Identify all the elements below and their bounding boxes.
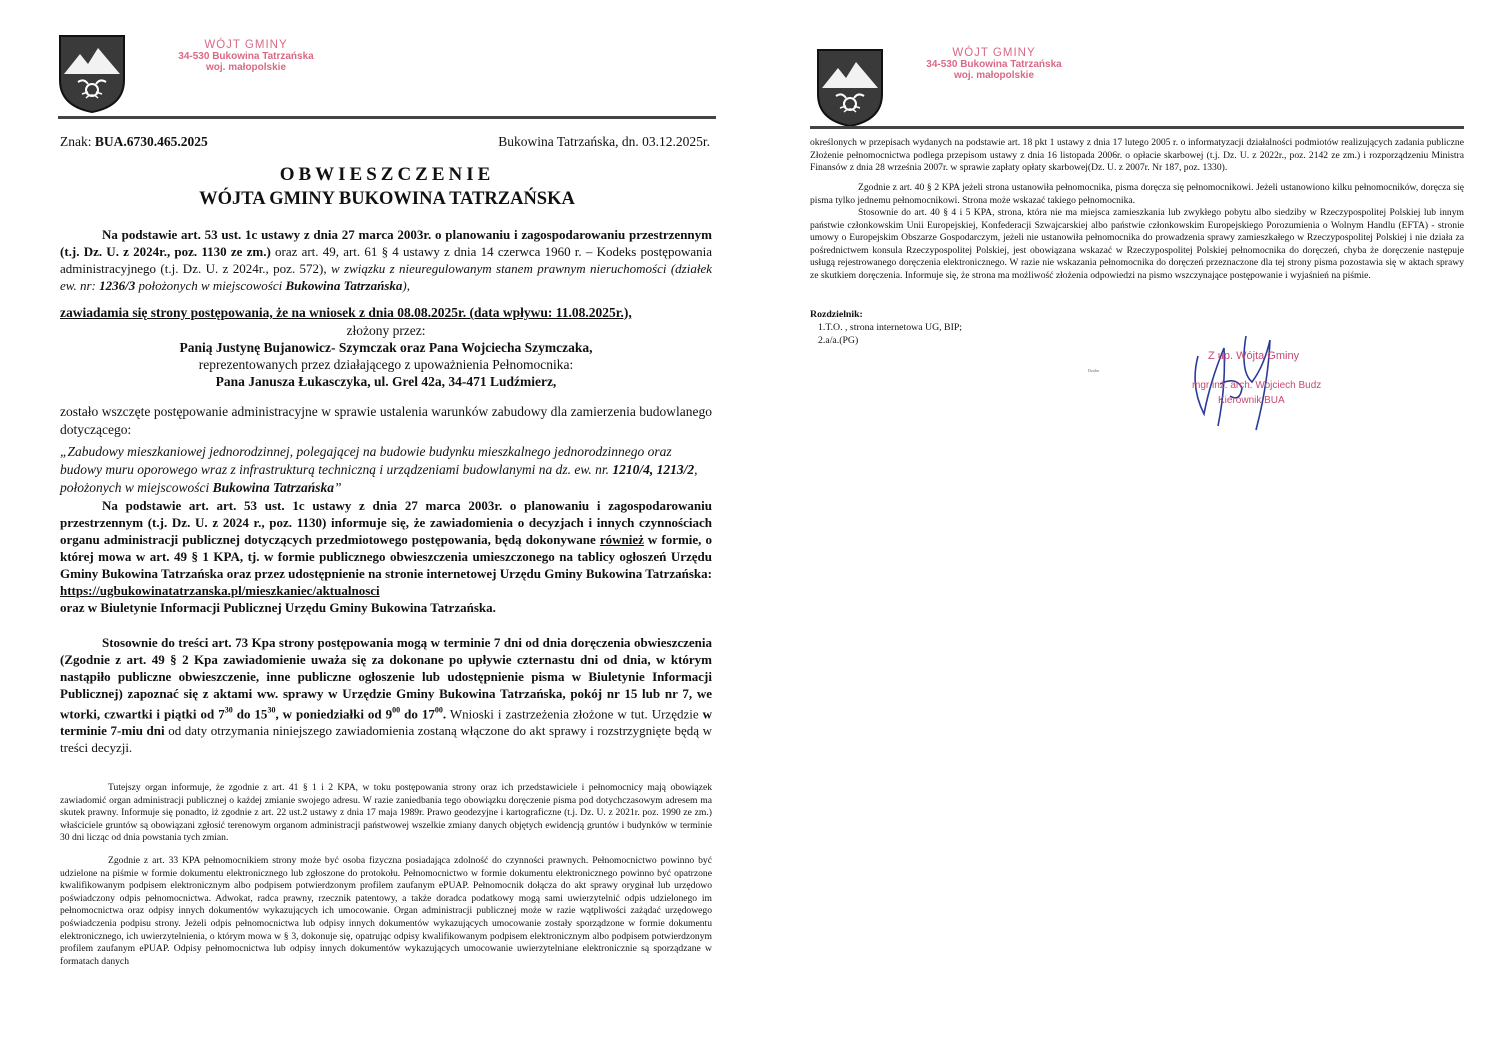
document-page-2 bbox=[752, 0, 1500, 1061]
distribution-list bbox=[818, 322, 962, 347]
coat-of-arms-icon bbox=[816, 48, 884, 128]
applicant-block bbox=[60, 322, 712, 390]
website-link[interactable]: https://ugbukowinatatrzanska.pl/mieszkaniec/aktualnosci bbox=[60, 583, 380, 598]
signatory-title: Kierownik BUA bbox=[1218, 395, 1285, 406]
distribution-item: 1.T.O. , strona internetowa UG, BIP; bbox=[818, 322, 963, 333]
header-divider bbox=[810, 126, 1464, 129]
stamp-line-3: woj. małopolskie bbox=[953, 70, 1035, 81]
continued-text: określonych w przepisach wydanych na podstawie art. 18 pkt 1 ustawy z dnia 17 lutego 2005 r. o informatyzacji działalności podmiotów realizujących zadania publiczne Złożenie pełnomocnictwa podlega przepisom ustawy z dnia 16 listopada 2006r. o opłacie skarbowej (t.j. Dz. U. z 2022r., poz. 2142 ze zm.) i rozporządzeniu Ministra Finansów z dnia 28 września 2007r. w sprawie zapłaty opłaty skarbowej(Dz. U. z 2007r. Nr 187, poz. 1330). bbox=[810, 137, 1464, 174]
footnote-address-duty: Tutejszy organ informuje, że zgodnie z art. 41 § 1 i 2 KPA, w toku postępowania strony oraz ich przedstawiciele i pełnomocnicy mają obowiązek zawiadomić organ administracji publicznej o każdej zmianie swojego adresu. W razie zaniedbania tego obowiązku doręczenie pisma pod dotychczasowym adresem ma skutek prawny. Informuje się ponadto, iż zgodnie z art. 22 ust.2 ustawy z dnia 17 maja 1989r. Prawo geodezyjne i kartograficzne (t.j. Dz. U. z 2021r. poz. 1990 ze zm.) właściciele gruntów są obowiązani zgłosić terenowym organom administracji państwowej wszelkie zmiany danych objętych ewidencją gruntów i budynków w terminie 30 dni licząc od dnia powstania tych zmian. bbox=[60, 782, 712, 844]
delivery-to-proxy-paragraph: Zgodnie z art. 40 § 2 KPA jeżeli strona ustanowiła pełnomocnika, pisma doręcza się pełnomocnikowi. Jeżeli ustanowiono kilku pełnomocników, doręcza się pisma tylko jednemu pełnomocnikowi. Strona może wskazać takiego pełnomocnika. bbox=[810, 182, 1464, 206]
coat-of-arms-icon bbox=[58, 34, 126, 114]
footnote-proxy-rules: Zgodnie z art. 33 KPA pełnomocnikiem strony może być osoba fizyczna posiadająca zdolność do czynności prawnych. Pełnomocnictwo powinno być udzielone na piśmie w formie dokumentu elektronicznego lub zgłoszone do protokołu. Pełnomocnictwo w formie dokumentu elektronicznego powinno być opatrzone kwalifikowanym podpisem elektronicznym albo podpisem potwierdzonym profilem zaufanym ePUAP. Pełnomocnik dołącza do akt sprawy oryginał lub urzędowo poświadczony odpis pełnomocnictwa. Adwokat, radca prawny, rzecznik patentowy, a także doradca podatkowy mogą sami uwierzytelnić odpis udzielonego im pełnomocnictwa oraz odpisy innych dokumentów wykazujących ich umocowanie. Organ administracji publicznej może w razie wątpliwości zażądać urzędowego poświadczenia podpisu strony. Jeżeli odpis pełnomocnictwa lub odpisy innych dokumentów wykazujących umocowanie zostały sporządzone w formie dokumentu elektronicznego, ich uwierzytelnienia, o którym mowa w § 3, dokonuje się, opatrując odpisy kwalifikowanym podpisem elektronicznym albo podpisem potwierdzonym profilem zaufanym ePUAP. Odpisy pełnomocnictwa lub odpisy innych dokumentów wykazujących umocowanie uwierzytelniane elektronicznie są sporządzane w formatach danych bbox=[60, 855, 712, 967]
access-paragraph: Stosownie do treści art. 73 Kpa strony postępowania mogą w terminie 7 dni od dnia doręczenia obwieszczenia (Zgodnie z art. 49 § 2 Kpa zawiadomienie uważa się za dokonane po upływie czternastu dni od dnia, w którym nastąpiło publiczne obwieszczenie, inne publiczne ogłoszenie lub udostępnienie pisma w Biuletynie Informacji Publicznej) zapoznać się z aktami ww. sprawy w Urzędzie Gminy Bukowina Tatrzańska, pokój nr 15 lub nr 7, we wtorki, czwartki i piątki od $7^{30}$ do $15^{30}$, w poniedziałki od $9^{00}$ do $17^{00}$. Wnioski i zastrzeżenia złożone w tut. Urzędzie w terminie 7-miu dni od daty otrzymania niniejszego zawiadomienia zostaną włączone do akt sprawy i rozstrzygnięte będą w treści decyzji. bbox=[60, 635, 712, 756]
distribution-item: 2.a/a.(PG) bbox=[818, 334, 859, 346]
signatory-name: mgr inż. arch. Wojciech Budz bbox=[1192, 380, 1322, 391]
intro-paragraph: Na podstawie art. 53 ust. 1c ustawy z dnia 27 marca 2003r. o planowaniu i zagospodarowaniu przestrzennym (t.j. Dz. U. z 2024r., poz. 1130 ze zm.) oraz art. 49, art. 61 § 4 ustawy z dnia 14 czerwca 1960 r. – Kodeks postępowania administracyjnego (t.j. Dz. U. z 2024r., poz. 572), w związku z nieuregulowanym stanem prawnym nieruchomości (działek ew. nr: 1236/3 położonych w miejscowości Bukowina Tatrzańska), bbox=[60, 227, 713, 293]
foreign-party-paragraph: Stosownie do art. 40 § 4 i 5 KPA, strona, która nie ma miejsca zamieszkania lub zwykłego pobytu albo siedziby w Rzeczypospolitej Polskiej lub innym państwie członkowskim Unii Europejskiej, Konfederacji Szwajcarskiej albo państwie członkowskim Europejskiego Porozumienia o Wolnym Handlu (EFTA) - stronie umowy o Europejskim Obszarze Gospodarczym, jeżeli nie ustanowiła pełnomocnika do prowadzenia sprawy zamieszkałego w Rzeczypospolitej Polskiej i nie działa za pośrednictwem konsula Rzeczypospolitej Polskiej, jest obowiązana wskazać w Rzeczypospolitej Polskiej pełnomocnika do doręczeń, chyba że doręczenie następuje usługą rejestrowanego doręczenia elektronicznego. W razie nie wskazania pełnomocnika do doręczeń przeznaczone dla tej strony pisma pozostawia się w aktach sprawy ze skutkiem doręczenia. Informuje się, że strona ma możliwość złożenia odpowiedzi na pismo wszczynające postępowanie i wyjaśnień na piśmie. bbox=[810, 207, 1464, 281]
represented-by-label: reprezentowanych przez działającego z upoważnienia Pełnomocnika: bbox=[198, 357, 574, 372]
initiated-paragraph: zostało wszczęte postępowanie administracyjne w sprawie ustalenia warunków zabudowy dla zamierzenia budowlanego dotyczącego: bbox=[60, 404, 712, 437]
proxy-name-address: Pana Janusza Łukasczyka, ul. Grel 42a, 34-471 Ludźmierz, bbox=[215, 374, 557, 389]
project-description: „Zabudowy mieszkaniowej jednorodzinnej, polegającej na budowie budynku mieszkalnego jednorodzinnego oraz budowy muru oporowego wraz z infrastrukturą techniczną i urządzeniami budowlanymi na dz. ew. nr. 1210/4, 1213/2, położonych w miejscowości Bukowina Tatrzańska” bbox=[60, 444, 698, 495]
stamp-line-2: 34-530 Bukowina Tatrzańska bbox=[926, 59, 1062, 70]
scan-mark: ᴰᶻᵃᵇᵃ bbox=[1088, 368, 1099, 376]
distribution-title: Rozdzielnik: bbox=[810, 309, 863, 320]
office-stamp bbox=[920, 48, 1068, 81]
stamp-line-1: WÓJT GMINY bbox=[204, 39, 288, 51]
notice-title: OBWIESZCZENIE bbox=[279, 164, 495, 185]
place-and-date: Bukowina Tatrzańska, dn. 03.12.2025r. bbox=[498, 134, 710, 149]
header-divider bbox=[58, 116, 716, 119]
office-stamp bbox=[172, 40, 320, 73]
case-number: Znak: BUA.6730.465.2025 bbox=[60, 134, 208, 149]
stamp-line-1: WÓJT GMINY bbox=[952, 47, 1036, 59]
stamp-line-2: 34-530 Bukowina Tatrzańska bbox=[178, 51, 314, 62]
filed-by-label: złożony przez: bbox=[346, 323, 426, 338]
stamp-line-3: woj. małopolskie bbox=[205, 62, 287, 73]
applicants-names: Panią Justynę Bujanowicz- Szymczak oraz Pana Wojciecha Szymczaka, bbox=[179, 340, 593, 355]
notification-line: zawiadamia się strony postępowania, że na wniosek z dnia 08.08.2025r. (data wpływu: 11.08.2025r.), bbox=[60, 305, 632, 320]
notice-subtitle: WÓJTA GMINY BUKOWINA TATRZAŃSKA bbox=[199, 189, 575, 209]
publication-paragraph: Na podstawie art. art. 53 ust. 1c ustawy z dnia 27 marca 2003r. o planowaniu i zagospodarowaniu przestrzennym (t.j. Dz. U. z 2024 r., poz. 1130) informuje się, że zawiadomienia o decyzjach i innych czynnościach organu administracji publicznej dotyczących przedmiotowego postępowania, będą dokonywane również w formie, o której mowa w art. 49 § 1 KPA, tj. w formie publicznego obwieszczenia umieszczonego na tablicy ogłoszeń Urzędu Gminy Bukowina Tatrzańska oraz przez udostępnienie na stronie internetowej Urzędu Gminy Bukowina Tatrzańska: https://ugbukowinatatrzanska.pl/mieszkaniec/aktualnosci oraz w Biuletynie Informacji Publicznej Urzędu Gminy Bukowina Tatrzańska. bbox=[60, 498, 712, 615]
signature-on-behalf: Z up. Wójta Gminy bbox=[1208, 350, 1300, 362]
